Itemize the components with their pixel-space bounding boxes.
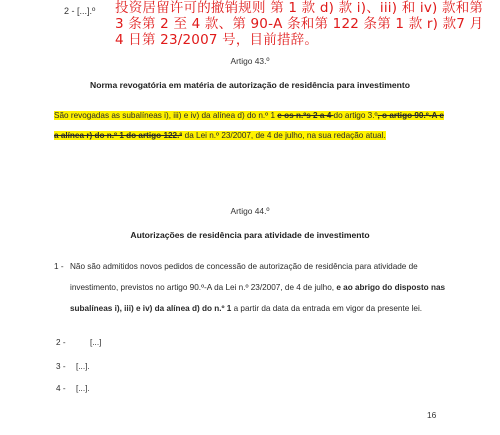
bold-text: e ao abrigo do disposto nas subalíneas i), iii) e iv) da alínea d) do n.º 1 <box>70 283 446 313</box>
article-44-number: Artigo 44.º <box>230 206 270 216</box>
body-text: Não são admitidos novos pedidos de concessão de autorização de residência para atividade de investimento, previstos no artigo 90.º-A da Lei n.º 23/2007, de 4 de julho, <box>70 262 418 292</box>
struck-text: e os n.ºs 2 a 4 <box>277 111 334 120</box>
body-text: da Lei n.º 23/2007, de 4 de julho, na sua redação atual. <box>182 131 386 140</box>
item-4-text: [...]. <box>76 384 90 393</box>
body-text: do artigo 3.º <box>333 111 378 120</box>
item-3-text: [...]. <box>76 362 90 371</box>
item-4-number: 4 - <box>56 384 66 393</box>
previous-item-fragment: 2 - [...].º <box>64 6 96 16</box>
chinese-annotation: 投资居留许可的撤销规则 第 1 款 d) 款 i)、iii) 和 iv) 款和第 3 条第 2 至 4 款、第 90-A 条和第 122 条第 1 款 r) 款7 月 4 日第 23/2007 号，目前措辞。 <box>115 0 484 48</box>
article-43-number: Artigo 43.º <box>230 56 270 66</box>
item-2-number: 2 - <box>56 338 66 347</box>
item-2-text: [...] <box>90 338 102 347</box>
article-44-heading: Autorizações de residência para atividade de investimento <box>130 230 370 240</box>
item-3-number: 3 - <box>56 362 66 371</box>
article-43-body <box>54 106 444 146</box>
body-text: São revogadas as subalíneas i), iii) e iv) da alínea d) do n.º 1 <box>54 111 278 120</box>
article-43-heading: Norma revogatória em matéria de autorização de residência para investimento <box>90 80 410 90</box>
item-1-number: 1 - <box>54 262 64 271</box>
body-text: a partir da data da entrada em vigor da presente lei. <box>231 304 423 313</box>
item-1-text <box>70 256 450 319</box>
struck-text: , o artigo 90.º-A e a alínea r) do n.º 1 do artigo 122.º <box>54 111 444 140</box>
page-number: 16 <box>427 410 437 420</box>
